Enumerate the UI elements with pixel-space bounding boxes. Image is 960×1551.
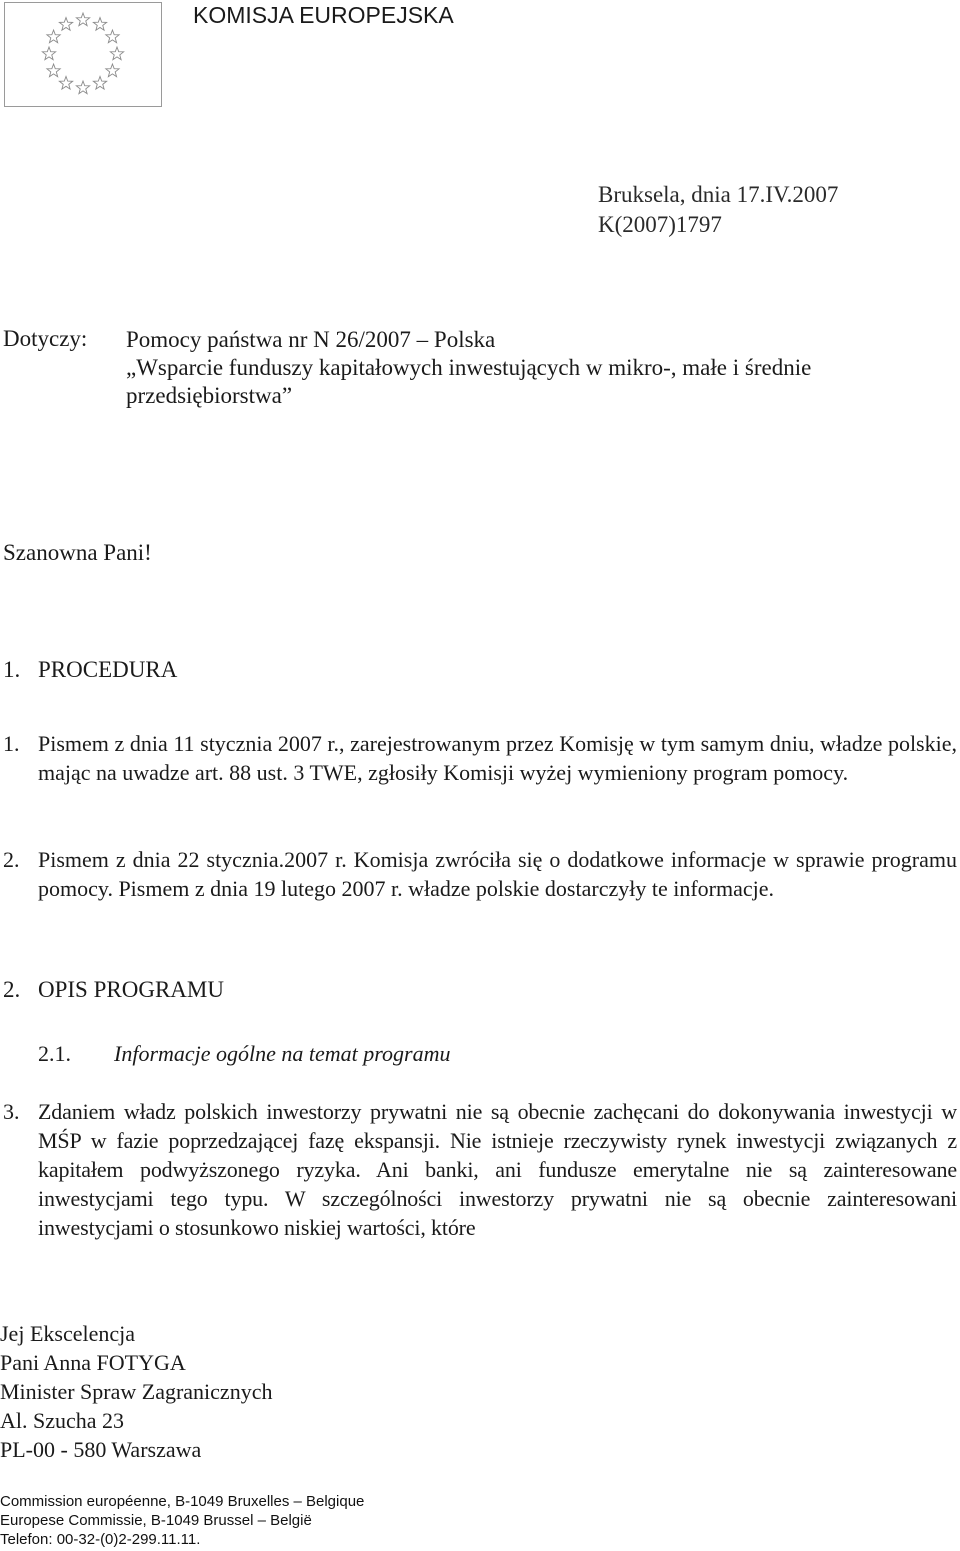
eu-flag-stars-icon <box>5 3 161 106</box>
footer-line: Europese Commissie, B-1049 Brussel – België <box>0 1512 312 1529</box>
paragraph-number: 2. <box>3 847 20 872</box>
footer <box>0 1492 364 1549</box>
paragraph-3 <box>3 1097 957 1242</box>
subject-label: Dotyczy: <box>3 326 88 351</box>
dateline <box>598 180 838 240</box>
reference-number: K(2007)1797 <box>598 212 722 237</box>
subsection-title: Informacje ogólne na temat programu <box>114 1041 451 1066</box>
section-title: OPIS PROGRAMU <box>38 977 224 1002</box>
star-icon <box>59 76 72 89</box>
paragraph-number: 3. <box>3 1099 20 1124</box>
section-number: 1. <box>3 657 21 682</box>
footer-line: Commission européenne, B-1049 Bruxelles – Belgique <box>0 1493 365 1510</box>
eu-logo <box>4 2 162 107</box>
star-icon <box>93 18 106 31</box>
addressee-line: PL-00 - 580 Warszawa <box>0 1437 202 1462</box>
footer-line: Telefon: 00-32-(0)2-299.11.11. <box>0 1531 201 1548</box>
place-date: Bruksela, dnia 17.IV.2007 <box>598 182 839 207</box>
addressee-line: Jej Ekscelencja <box>0 1321 135 1346</box>
paragraph-2 <box>3 845 957 903</box>
star-icon <box>93 76 106 89</box>
paragraph-number: 1. <box>3 731 20 756</box>
paragraph-text: Pismem z dnia 22 stycznia.2007 r. Komisja zwróciła się o dodatkowe informacje w sprawie programu pomocy. Pismem z dnia 19 lutego 2007 r. władze polskie dostarczyły te informacje. <box>38 847 957 901</box>
subject-line: Pomocy państwa nr N 26/2007 – Polska <box>126 327 496 352</box>
star-icon <box>106 30 119 43</box>
subject-line: „Wsparcie funduszy kapitałowych inwestujących w mikro-, małe i średnie <box>126 355 812 380</box>
section-heading-description <box>3 977 224 1003</box>
section-title: PROCEDURA <box>38 657 178 682</box>
paragraph-text: Zdaniem władz polskich inwestorzy prywatni nie są obecnie zachęcani do dokonywania inwestycji w MŚP w fazie poprzedzającej fazę ekspansji. Nie istnieje rzeczywisty rynek inwestycji związanych z kapitałem podwyższonego ryzyka. Ani banki, ani fundusze emerytalne nie są zainteresowane inwestycjami tego typu. W szczególności inwestorzy prywatni nie są obecnie zainteresowani inwestycjami o stosunkowo niskiej wartości, które <box>38 1099 957 1240</box>
addressee-line: Al. Szucha 23 <box>0 1408 125 1433</box>
organization-name: KOMISJA EUROPEJSKA <box>193 2 454 28</box>
star-icon <box>42 47 55 60</box>
addressee-block <box>0 1319 272 1464</box>
paragraph-text: Pismem z dnia 11 stycznia 2007 r., zarejestrowanym przez Komisję w tym samym dniu, władze polskie, mając na uwadze art. 88 ust. 3 TWE, zgłosiły Komisji wyżej wymieniony program pomocy. <box>38 731 957 785</box>
star-icon <box>110 47 123 60</box>
star-icon <box>47 30 60 43</box>
star-icon <box>47 64 60 77</box>
section-heading-procedure <box>3 657 177 683</box>
star-icon <box>59 18 72 31</box>
star-icon <box>76 81 89 94</box>
subject-line: przedsiębiorstwa” <box>126 383 293 408</box>
salutation: Szanowna Pani! <box>3 540 152 565</box>
star-icon <box>76 13 89 26</box>
addressee-line: Pani Anna FOTYGA <box>0 1350 186 1375</box>
addressee-line: Minister Spraw Zagranicznych <box>0 1379 273 1404</box>
section-number: 2. <box>3 977 21 1002</box>
paragraph-1 <box>3 729 957 787</box>
subsection-number: 2.1. <box>38 1041 71 1066</box>
subject-body <box>126 326 946 410</box>
star-icon <box>106 64 119 77</box>
subsection-heading <box>38 1041 450 1067</box>
